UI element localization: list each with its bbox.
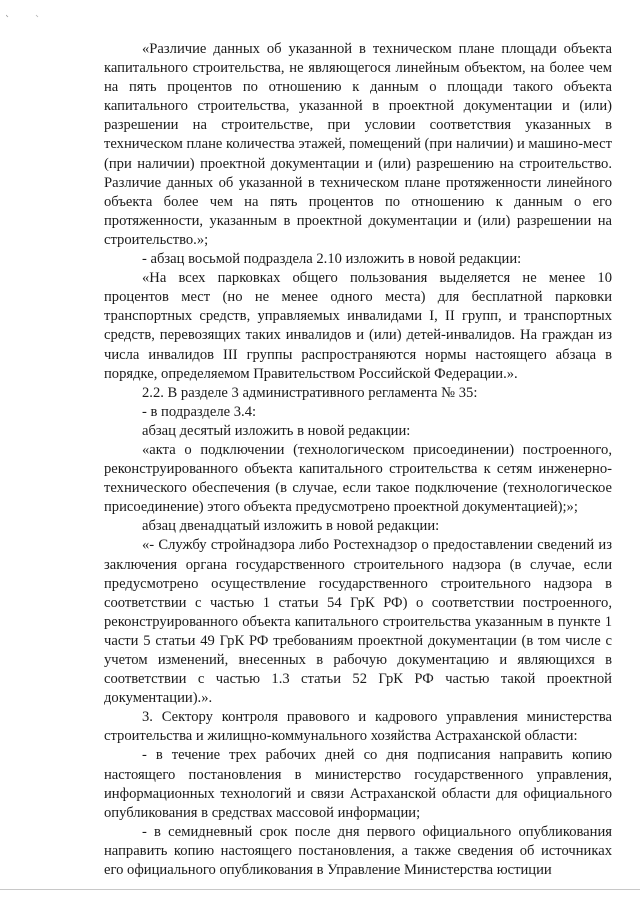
paragraph-three-days: - в течение трех рабочих дней со дня подписания направить копию настоящего постановления в министерство государственного управления, информационных технологий и связи Астраханской области для официального опубликования в средствах массовой информации; xyxy=(104,747,612,821)
paragraph-supervision-quote: «- Службу стройнадзора либо Ростехнадзор о предоставлении сведений из заключения органа государственного строительного надзора (в случае, если предусмотрено осуществление государственного строительного надзора в соответствии с частью 1 статьи 54 ГрК РФ) о соответствии построенного, реконструированного объекта капитального строительства указанным в пункте 1 части 5 статьи 49 ГрК РФ требованиям проектной документации (в том числе с учетом изменений, внесенных в рабочую документацию и являющихся в соответствии с частью 1.3 статьи 52 ГрК РФ частью такой проектной документации).». xyxy=(104,537,612,707)
paragraph-connection-act-quote: «акта о подключении (технологическом присоединении) построенного, реконструированного объекта капитального строительства к сетям инженерно-технического обеспечения (в случае, если такое подключение (технологическое присоединение) этого объекта предусмотрено проектной документацией);»; xyxy=(104,441,612,516)
paragraph-subsection-3-4: - в подразделе 3.4: xyxy=(142,403,257,420)
paragraph-twelfth-instruction: абзац двенадцатый изложить в новой редакции: xyxy=(142,518,440,535)
paragraph-subsection-2-10-instruction: - абзац восьмой подраздела 2.10 изложить в новой редакции: xyxy=(142,251,522,268)
page-bottom-rule xyxy=(0,889,640,890)
paragraph-section-2-2: 2.2. В разделе 3 административного регламента № 35: xyxy=(142,384,478,401)
document-body xyxy=(104,40,612,880)
scan-artifact-icon xyxy=(6,14,40,20)
paragraph-parking-quote: «На всех парковках общего пользования выделяется не менее 10 процентов мест (но не менее одного места) для бесплатной парковки транспортных средств, управляемых инвалидами I, II групп, и транспортных средств, перевозящих таких инвалидов и (или) детей-инвалидов. На граждан из числа инвалидов III группы распространяются нормы настоящего абзаца в порядке, определяемом Правительством Российской Федерации.». xyxy=(104,270,612,382)
paragraph-area-difference-quote: «Различие данных об указанной в техническом плане площади объекта капитального строительства, не являющегося линейным объектом, на более чем на пять процентов по отношению к данным о площади такого объекта капитального строительства, указанной в проектной документации и (или) разрешении на строительстве, при условии соответствия указанных в техническом плане количества этажей, помещений (при наличии) и машино-мест (при наличии) проектной документации и (или) разрешению на строительство. Различие данных об указанной в техническом плане протяженности линейного объекта более чем на пять процентов по отношению к данным о его протяженности, указанным в проектной документации и (или) разрешении на строительство.»; xyxy=(104,41,612,248)
paragraph-tenth-instruction: абзац десятый изложить в новой редакции: xyxy=(142,422,411,439)
paragraph-item-3: 3. Сектору контроля правового и кадрового управления министерства строительства и жилищно-коммунального хозяйства Астраханской области: xyxy=(104,709,612,745)
paragraph-seven-days: - в семидневный срок после дня первого официального опубликования направить копию настоящего постановления, а также сведения об источниках его официального опубликования в Управление Министерства юстиции xyxy=(104,823,612,879)
scan-artifact-mark xyxy=(6,14,40,20)
